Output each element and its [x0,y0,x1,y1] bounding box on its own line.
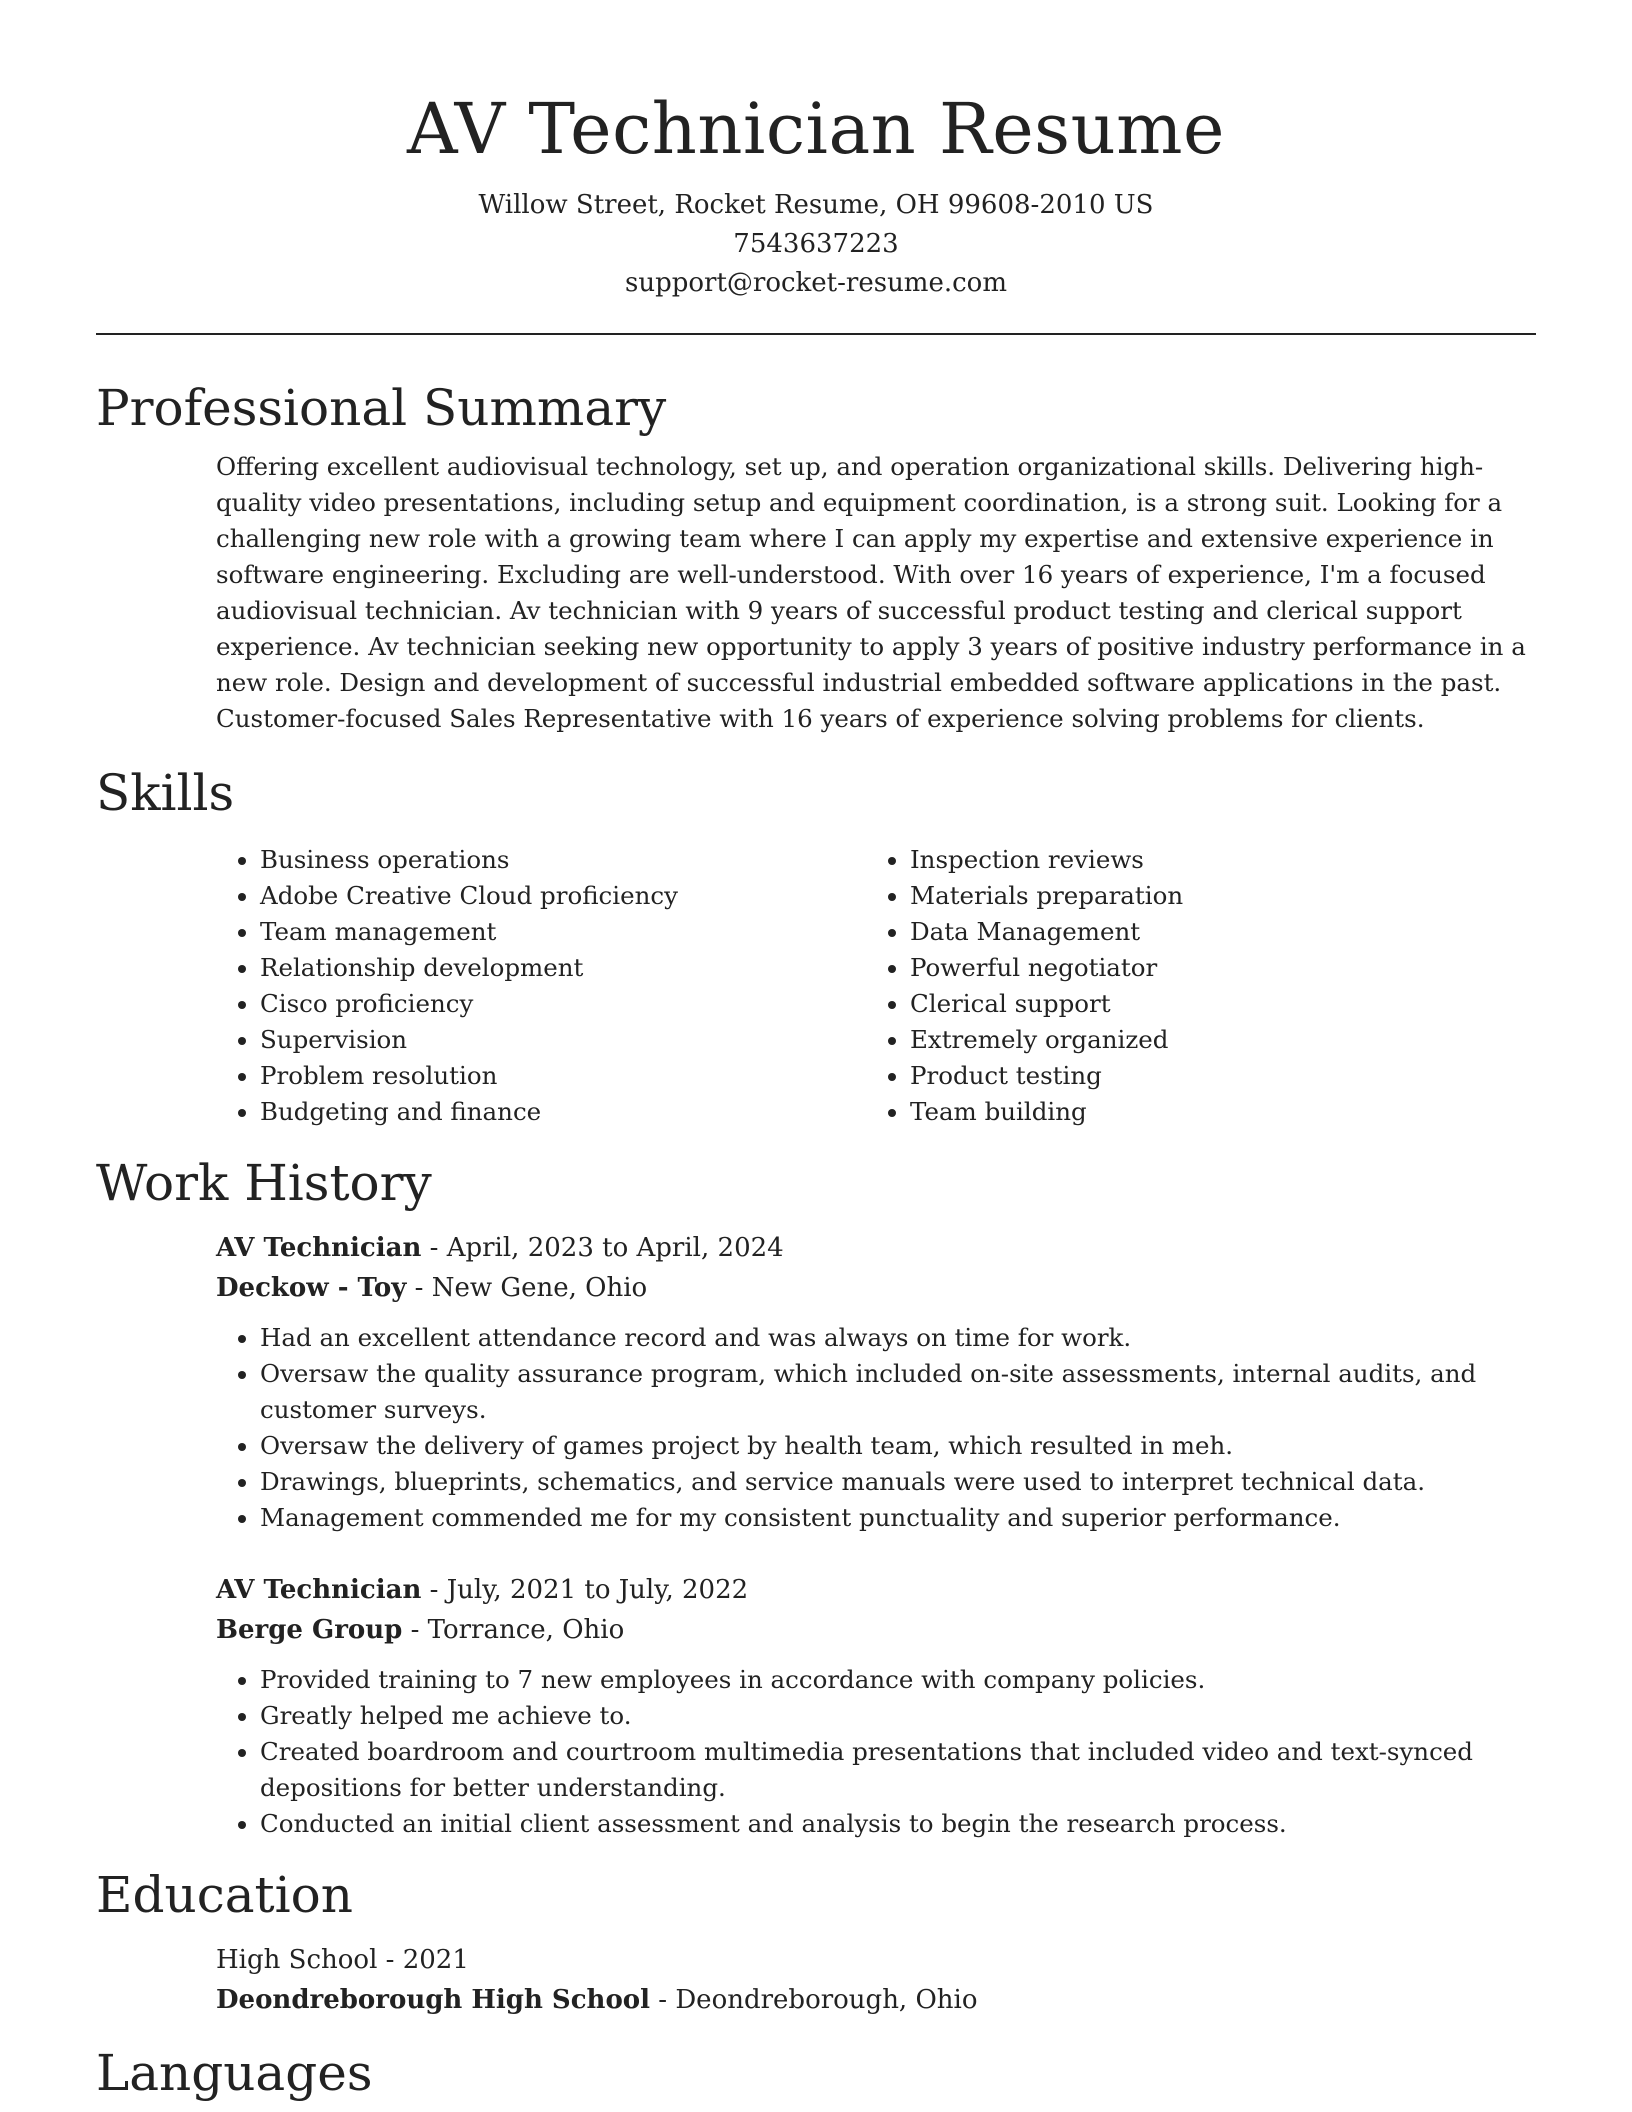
work-history-heading: Work History [96,1153,432,1212]
job-bullet: • Drawings, blueprints, schematics, and service manuals were used to interpret technical data. [260,1464,1536,1500]
skill-item: • Cisco proficiency [260,986,866,1022]
skill-item: • Team management [260,914,866,950]
skill-item: • Relationship development [260,950,866,986]
job-bullet: • Management commended me for my consistent punctuality and superior performance. [260,1500,1536,1536]
education-location: - Deondreborough, Ohio [650,1984,978,2015]
phone-text: 7543637223 [733,229,899,259]
education-school-line [216,1980,1536,2020]
job-location: - New Gene, Ohio [406,1272,648,1303]
job-dates: - April, 2023 to April, 2024 [421,1232,784,1263]
skill-item: • Business operations [260,842,866,878]
job-role: AV Technician [216,1574,422,1605]
education-school: Deondreborough High School [216,1984,651,2015]
skills-column-left [216,842,866,1130]
contact-block [96,186,1536,303]
education-degree: High School [216,1944,378,1975]
job-company-line [216,1610,1536,1650]
skill-item: • Extremely organized [910,1022,1516,1058]
summary-heading: Professional Summary [96,379,667,437]
resume-title: AV Technician Resume [407,88,1225,170]
job-dates: - July, 2021 to July, 2022 [421,1574,749,1605]
skills-column-right [866,842,1516,1130]
education-entry [216,1940,1536,2020]
summary-text: Offering excellent audiovisual technology, set up, and operation organizational skills. Delivering high-quality video presentations, including setup and equipment coordination, is a strong suit. Looking for a challenging new role with a growing team where I can apply my expertise and extensive experience in software engineering. Excluding are well-understood. With over 16 years of experience, I'm a focused audiovisual technician. Av technician with 9 years of successful product testing and clerical support experience. Av technician seeking new opportunity to apply 3 years of positive industry performance in a new role. Design and development of successful industrial embedded software applications in the past. Customer-focused Sales Representative with 16 years of experience solving problems for clients. [216,452,1526,733]
skill-item: • Supervision [260,1022,866,1058]
job-bullet: • Created boardroom and courtroom multimedia presentations that included video and text-synced depositions for better understanding. [260,1734,1536,1806]
job-title-line [216,1570,1536,1610]
address-text: Willow Street, Rocket Resume, OH 99608-2010 US [478,190,1154,220]
job-bullets [216,1320,1536,1536]
skill-item: • Product testing [910,1058,1516,1094]
job-company: Deckow - Toy [216,1272,407,1303]
skill-item: • Data Management [910,914,1516,950]
email-text: support@rocket-resume.com [624,268,1007,298]
job-bullets [216,1662,1536,1842]
skill-item: • Inspection reviews [910,842,1516,878]
languages-heading: Languages [96,2043,373,2102]
education-year: - 2021 [377,1944,469,1975]
skill-item: • Budgeting and finance [260,1094,866,1130]
skill-item: • Materials preparation [910,878,1516,914]
skill-item: • Powerful negotiator [910,950,1516,986]
job-bullet: • Oversaw the delivery of games project by health team, which resulted in meh. [260,1428,1536,1464]
job-bullet: • Greatly helped me achieve to. [260,1698,1536,1734]
job-company-line [216,1268,1536,1308]
resume-page [96,0,1536,2104]
job-location: - Torrance, Ohio [402,1614,625,1645]
job-entry [216,1570,1536,1842]
job-bullet: • Provided training to 7 new employees in accordance with company policies. [260,1662,1536,1698]
skill-item: • Problem resolution [260,1058,866,1094]
skill-item: • Team building [910,1094,1516,1130]
education-heading: Education [96,1865,353,1924]
skill-item: • Adobe Creative Cloud proficiency [260,878,866,914]
education-degree-line [216,1940,1536,1980]
header-divider [96,333,1536,335]
skills-heading: Skills [96,763,235,822]
job-company: Berge Group [216,1614,403,1645]
skill-item: • Clerical support [910,986,1516,1022]
job-bullet: • Conducted an initial client assessment and analysis to begin the research process. [260,1806,1536,1842]
resume-header [96,0,1536,303]
job-entry [216,1228,1536,1536]
job-bullet: • Oversaw the quality assurance program, which included on-site assessments, internal audits, and customer surveys. [260,1356,1536,1428]
job-role: AV Technician [216,1232,422,1263]
job-bullet: • Had an excellent attendance record and was always on time for work. [260,1320,1536,1356]
job-title-line [216,1228,1536,1268]
skills-list [216,842,1536,1130]
